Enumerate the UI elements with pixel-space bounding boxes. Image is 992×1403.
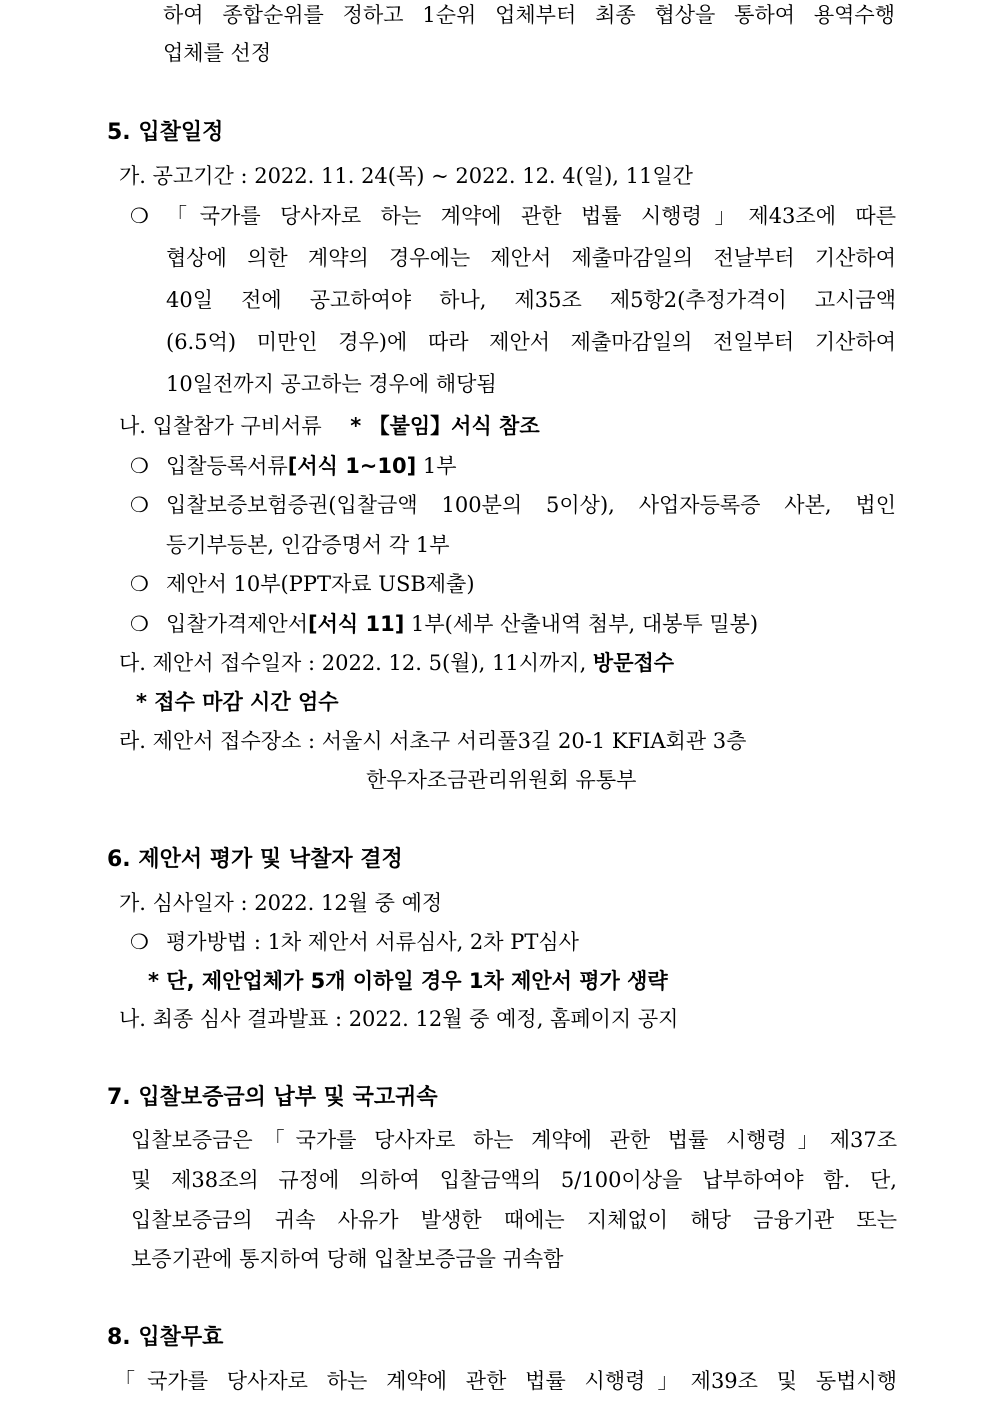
s5-b-item-4-form: [서식 11] — [308, 612, 405, 636]
s5-b-item-1-text: 입찰등록서류 — [166, 454, 288, 478]
s5-b-item-1 — [130, 453, 457, 479]
s5-a-bullet-line-2: 협상에 의한 계약의 경우에는 제안서 제출마감일의 전날부터 기산하여 — [166, 246, 896, 270]
bullet-circle-icon: ❍ — [130, 930, 149, 954]
s5-c-note: * 접수 마감 시간 엄수 — [136, 690, 339, 714]
s5-a-bullet-line-5: 10일전까지 공고하는 경우에 해당됨 — [166, 372, 497, 396]
bullet-circle-icon: ❍ — [130, 454, 149, 478]
s5-d-dept: 한우자조금관리위원회 유통부 — [366, 768, 637, 792]
s5-c-date — [119, 650, 674, 676]
section-7-heading: 7. 입찰보증금의 납부 및 국고귀속 — [107, 1085, 438, 1110]
s6-a-method-text: 평가방법 : 1차 제안서 서류심사, 2차 PT심사 — [166, 930, 579, 954]
s5-b-item-3 — [130, 571, 475, 597]
s7-para-line-2: 및 제38조의 규정에 의하여 입찰금액의 5/100이상을 납부하여야 함. 단, — [131, 1168, 897, 1192]
bullet-circle-icon: ❍ — [130, 572, 149, 596]
s5-a-bullet-marker: ❍ — [130, 204, 149, 228]
s5-b-note: * 【붙임】서식 참조 — [350, 414, 540, 438]
s6-a-method — [130, 929, 579, 955]
s5-b-label: 나. 입찰참가 구비서류 — [119, 414, 322, 438]
s5-c-visit: 방문접수 — [592, 651, 675, 675]
s5-b-item-2-line-2: 등기부등본, 인감증명서 각 1부 — [166, 533, 450, 557]
section-8-heading: 8. 입찰무효 — [107, 1325, 224, 1350]
s5-b-item-1-form: [서식 1~10] — [287, 454, 417, 478]
s6-a-date: 가. 심사일자 : 2022. 12월 중 예정 — [119, 891, 443, 915]
section-6-heading: 6. 제안서 평가 및 낙찰자 결정 — [107, 847, 403, 872]
s5-a-bullet-line-4: (6.5억) 미만인 경우)에 따라 제안서 제출마감일의 전일부터 기산하여 — [166, 330, 896, 354]
s7-para-line-1: 입찰보증금은「국가를 당사자로 하는 계약에 관한 법률 시행령」제37조 — [131, 1128, 897, 1152]
s8-para-line-1: 「국가를 당사자로 하는 계약에 관한 법률 시행령」제39조 및 동법시행 — [114, 1369, 897, 1393]
s5-a-period: 가. 공고기간 : 2022. 11. 24(목) ~ 2022. 12. 4(일), 11일간 — [119, 164, 693, 188]
s5-b-item-4 — [130, 611, 758, 637]
s5-b-item-1-count: 1부 — [416, 454, 457, 478]
s7-para-line-4: 보증기관에 통지하여 당해 입찰보증금을 귀속함 — [131, 1247, 564, 1271]
s5-b-item-4-detail: 1부(세부 산출내역 첨부, 대봉투 밀봉) — [404, 612, 759, 636]
s5-b-item-3-text: 제안서 10부(PPT자료 USB제출) — [166, 572, 475, 596]
s5-d-place: 라. 제안서 접수장소 : 서울시 서초구 서리풀3길 20-1 KFIA회관 3층 — [119, 729, 747, 753]
s5-b-item-2-marker: ❍ — [130, 493, 149, 517]
s6-b-result: 나. 최종 심사 결과발표 : 2022. 12월 중 예정, 홈페이지 공지 — [119, 1007, 679, 1031]
s5-b-item-2-line-1: 입찰보증보험증권(입찰금액 100분의 5이상), 사업자등록증 사본, 법인 — [166, 493, 896, 517]
s5-a-bullet-line-1: 「국가를 당사자로 하는 계약에 관한 법률 시행령」제43조에 따른 — [166, 204, 896, 228]
s7-para-line-3: 입찰보증금의 귀속 사유가 발생한 때에는 지체없이 해당 금융기관 또는 — [131, 1208, 897, 1232]
section-5-heading: 5. 입찰일정 — [107, 120, 224, 145]
s5-a-bullet-line-3: 40일 전에 공고하여야 하나, 제35조 제5항2(추정가격이 고시금액 — [166, 288, 896, 312]
s5-b-documents — [119, 413, 540, 439]
s5-b-item-4-text: 입찰가격제안서 — [166, 612, 309, 636]
bullet-circle-icon: ❍ — [130, 612, 149, 636]
intro-line-1: 하여 종합순위를 정하고 1순위 업체부터 최종 협상을 통하여 용역수행 — [163, 3, 895, 27]
intro-line-2: 업체를 선정 — [163, 41, 272, 65]
s6-a-note: * 단, 제안업체가 5개 이하일 경우 1차 제안서 평가 생략 — [148, 969, 668, 993]
s5-c-text: 다. 제안서 접수일자 : 2022. 12. 5(월), 11시까지, — [119, 651, 593, 675]
